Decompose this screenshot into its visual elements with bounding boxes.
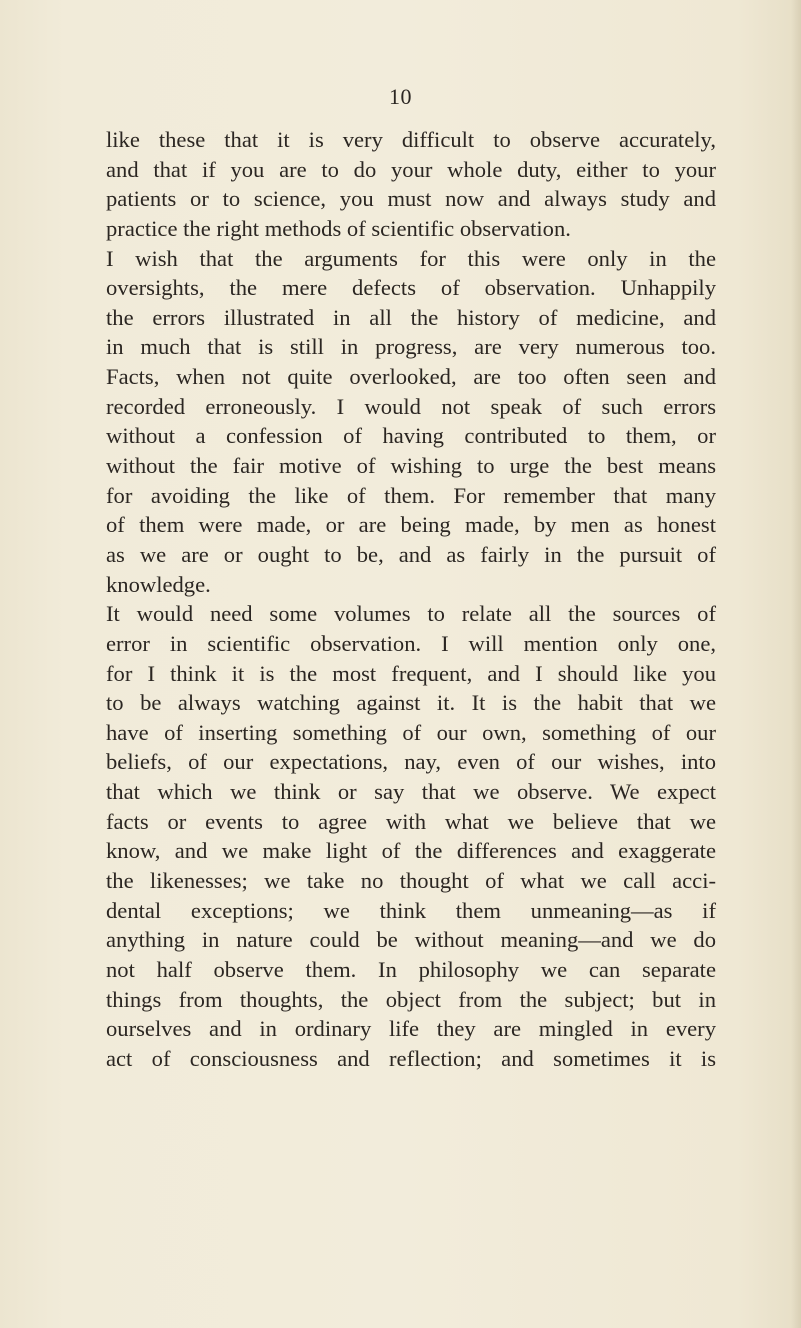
text-line: not half observe them. In philosophy we can separate [106, 956, 716, 982]
text-line: ourselves and in ordinary life they are mingled in every [106, 1016, 716, 1042]
text-line: for avoiding the like of them. For remember that many [106, 482, 716, 508]
text-line: It would need some volumes to relate all the sources of [106, 601, 716, 627]
text-line: for I think it is the most frequent, and I should like you [106, 660, 716, 686]
text-line: as we are or ought to be, and as fairly in the pursuit of [106, 541, 716, 567]
text-line: and that if you are to do your whole duty, either to your [106, 156, 716, 182]
text-line: to be always watching against it. It is the habit that we [106, 690, 716, 716]
text-line: things from thoughts, the object from the subject; but in [106, 986, 716, 1012]
text-line: oversights, the mere defects of observation. Unhappily [106, 275, 716, 301]
text-line: knowledge. [106, 571, 211, 597]
text-line: without the fair motive of wishing to urge the best means [106, 453, 716, 479]
body-text [106, 125, 716, 1074]
text-line: like these that it is very difficult to observe accurately, [106, 127, 716, 152]
text-line: practice the right methods of scientific observation. [106, 215, 571, 241]
page-number: 10 [389, 84, 412, 109]
text-line: the likenesses; we take no thought of what we call acci- [106, 868, 716, 894]
text-line: dental exceptions; we think them unmeaning—as if [106, 897, 716, 923]
page-edge-shadow [791, 0, 801, 1328]
text-line: without a confession of having contributed to them, or [106, 423, 716, 449]
text-line: error in scientific observation. I will mention only one, [106, 630, 716, 656]
text-line: facts or events to agree with what we believe that we [106, 808, 716, 834]
text-line: Facts, when not quite overlooked, are too often seen and [106, 364, 716, 390]
text-line: beliefs, of our expectations, nay, even of our wishes, into [106, 749, 716, 775]
text-line: act of consciousness and reflection; and sometimes it is [106, 1045, 716, 1071]
text-line: patients or to science, you must now and always study and [106, 186, 716, 212]
text-line: the errors illustrated in all the history of medicine, and [106, 304, 716, 330]
text-line: have of inserting something of our own, something of our [106, 719, 716, 745]
text-line: anything in nature could be without meaning—and we do [106, 927, 716, 953]
text-line: that which we think or say that we observe. We expect [106, 779, 716, 805]
text-line: I wish that the arguments for this were only in the [106, 245, 716, 271]
text-line: in much that is still in progress, are very numerous too. [106, 334, 716, 360]
text-line: of them were made, or are being made, by men as honest [106, 512, 716, 538]
text-line: know, and we make light of the differences and exaggerate [106, 838, 716, 864]
text-line: recorded erroneously. I would not speak of such errors [106, 393, 716, 419]
